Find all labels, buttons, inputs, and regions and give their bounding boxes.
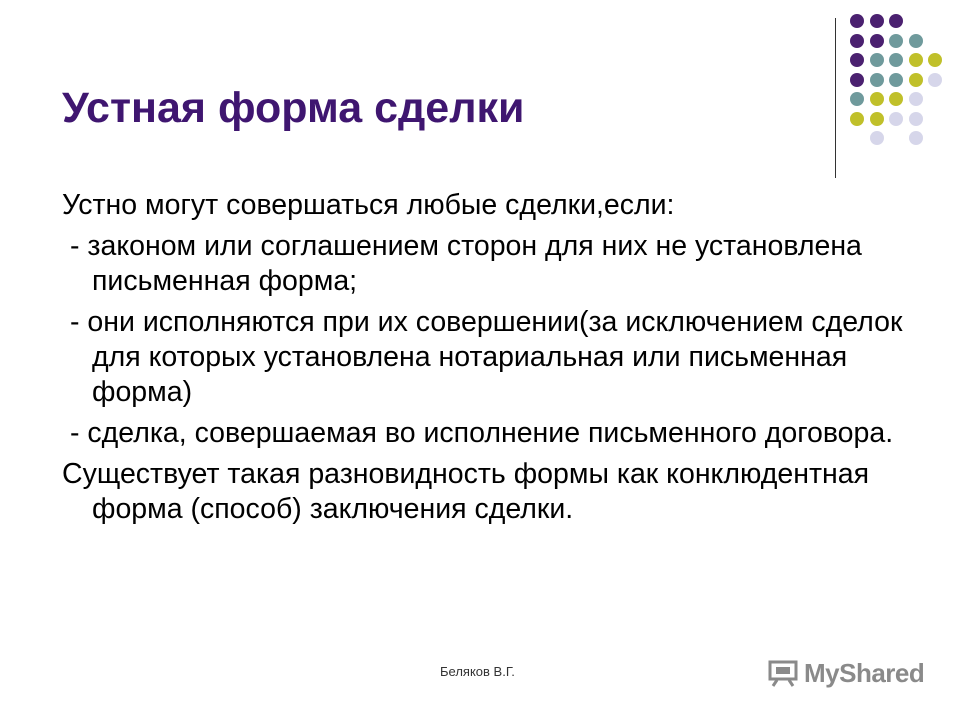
decorative-dot [909, 34, 923, 48]
body-paragraph: Существует такая разновидность формы как конклюдентная форма (способ) заключения сделки. [62, 458, 870, 525]
decorative-dot [870, 34, 884, 48]
decorative-dot [889, 73, 903, 87]
decorative-dot [909, 131, 923, 145]
decorative-dot [870, 112, 884, 126]
decorative-dot [870, 14, 884, 28]
footer-author: Беляков В.Г. [440, 664, 515, 679]
myshared-logo [768, 656, 924, 690]
decorative-dot [870, 92, 884, 106]
body-paragraph: - сделка, совершаемая во исполнение письменного договора. [70, 417, 894, 449]
body-paragraph: - законом или соглашением сторон для них не установлена письменная форма; [70, 230, 862, 297]
decorative-dot [870, 131, 884, 145]
body-paragraph: Устно могут совершаться любые сделки,если: [62, 189, 675, 221]
decorative-dot [850, 14, 864, 28]
decorative-dot [850, 92, 864, 106]
decorative-dot [889, 34, 903, 48]
decorative-dot [909, 73, 923, 87]
slide-body [62, 188, 912, 533]
decorative-dot [850, 53, 864, 67]
decorative-dot [870, 53, 884, 67]
decorative-dot [870, 73, 884, 87]
presentation-board-icon [768, 659, 798, 687]
decorative-dot [889, 92, 903, 106]
title-divider-line [835, 18, 836, 178]
logo-text: MyShared [804, 657, 925, 688]
decorative-dot [928, 73, 942, 87]
decorative-dot [928, 53, 942, 67]
decorative-dot [889, 14, 903, 28]
decorative-dot [850, 34, 864, 48]
decorative-dot [850, 112, 864, 126]
decorative-dot [909, 92, 923, 106]
decorative-dot [889, 53, 903, 67]
slide-title: Устная форма сделки [62, 84, 525, 132]
decorative-dot [850, 73, 864, 87]
body-paragraph: - они исполняются при их совершении(за исключением сделок для которых установлена нотариальная или письменная форма) [70, 306, 903, 408]
decorative-dot [889, 112, 903, 126]
decorative-dot [909, 53, 923, 67]
decorative-dot [909, 112, 923, 126]
